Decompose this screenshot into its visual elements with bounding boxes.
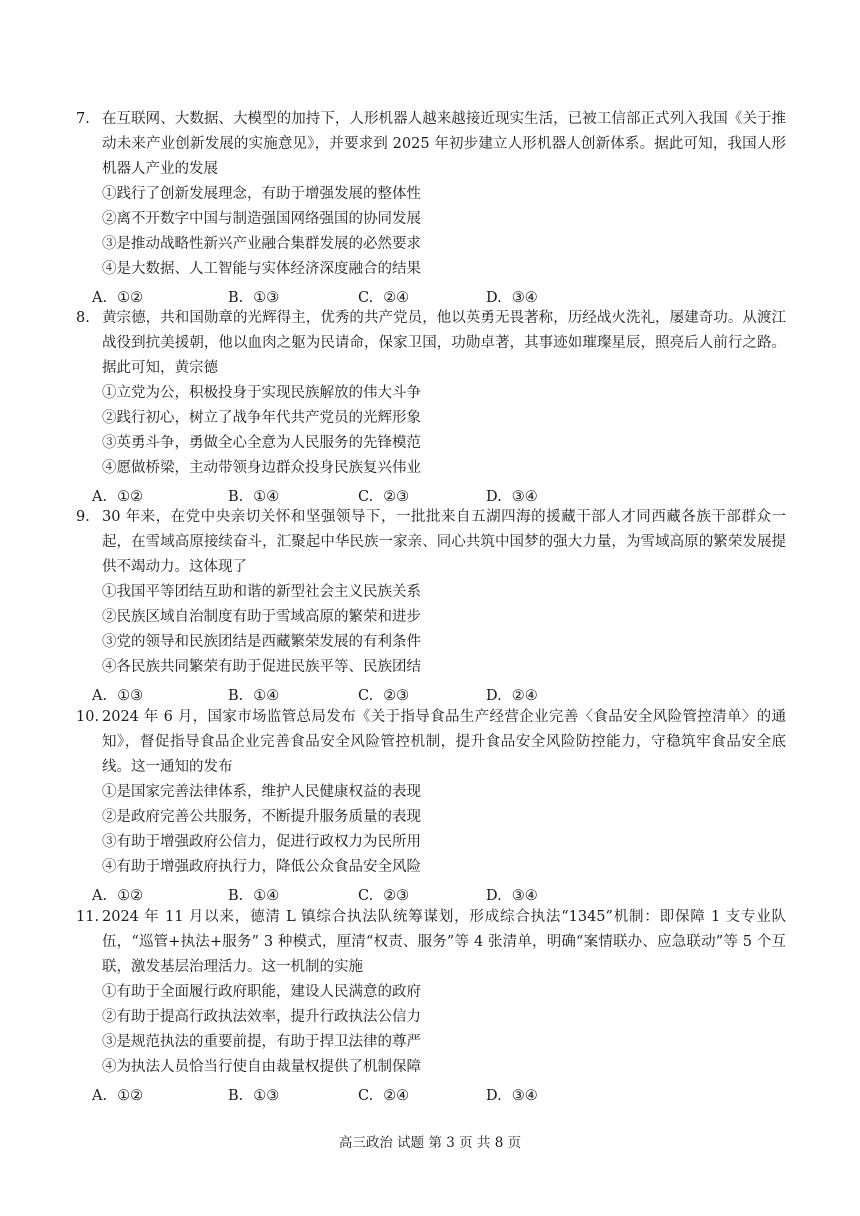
statement-list	[76, 381, 786, 481]
statement-item: ①践行了创新发展理念，有助于增强发展的整体性	[102, 186, 421, 202]
option-b: B. ①③	[228, 1088, 280, 1104]
statement-item: ②有助于提高行政执法效率，提升行政执法公信力	[102, 1009, 421, 1025]
statement-list	[76, 182, 786, 282]
statement-item: ④是大数据、人工智能与实体经济深度融合的结果	[102, 261, 421, 277]
statement-item: ③有助于增强政府公信力，促进行政权力为民所用	[102, 834, 421, 850]
statement-list	[76, 980, 786, 1080]
option-b: B. ①④	[228, 888, 280, 904]
question-text: 2024 年 11 月以来，德清 L 镇综合执法队统筹谋划，形成综合执法“1345”机制：即保障 1 支专业队伍，“巡管+执法+服务” 3 种模式，厘清“权责、服务”等 4 张清单，明确“案情联办、应急联动”等 5 个互联，激发基层治理活力。这一机制的实施	[102, 909, 786, 975]
question-text: 2024 年 6 月，国家市场监管总局发布《关于指导食品生产经营企业完善〈食品安全风险管控清单〉的通知》，督促指导食品企业完善食品安全风险管控机制，提升食品安全风险防控能力，守稳筑牢食品安全底线。这一通知的发布	[102, 709, 786, 775]
question-8	[76, 306, 786, 510]
question-number: 11.	[76, 909, 100, 925]
question-stem	[76, 306, 786, 381]
statement-item: ①有助于全面履行政府职能，建设人民满意的政府	[102, 984, 421, 1000]
question-7	[76, 107, 786, 311]
statement-item: ④各民族共同繁荣有助于促进民族平等、民族团结	[102, 659, 421, 675]
option-c: C. ②④	[358, 290, 410, 306]
statement-item: ②践行初心，树立了战争年代共产党员的光辉形象	[102, 410, 421, 426]
option-d: D. ③④	[486, 888, 538, 904]
option-c: C. ②④	[358, 1088, 410, 1104]
statement-item: ③是推动战略性新兴产业融合集群发展的必然要求	[102, 236, 421, 252]
option-a: A. ①②	[92, 1088, 144, 1104]
question-text: 30 年来，在党中央亲切关怀和坚强领导下，一批批来自五湖四海的援藏干部人才同西藏各族干部群众一起，在雪域高原接续奋斗，汇聚起中华民族一家亲、同心共筑中国梦的强大力量，为雪域高原的繁荣发展提供不竭动力。这体现了	[102, 509, 786, 575]
question-number: 10.	[76, 709, 100, 725]
question-number: 8.	[76, 310, 90, 326]
option-b: B. ①③	[228, 290, 280, 306]
question-text: 在互联网、大数据、大模型的加持下，人形机器人越来越接近现实生活，已被工信部正式列入我国《关于推动未来产业创新发展的实施意见》，并要求到 2025 年初步建立人形机器人创新体系。据此可知，我国人形机器人产业的发展	[102, 111, 786, 177]
page-footer: 高三政治 试题 第 3 页 共 8 页	[338, 1135, 522, 1151]
option-d: D. ③④	[486, 489, 538, 505]
statement-item: ①我国平等团结互助和谐的新型社会主义民族关系	[102, 584, 421, 600]
question-number: 9.	[76, 509, 90, 525]
question-10	[76, 705, 786, 909]
question-9	[76, 505, 786, 709]
statement-item: ②离不开数字中国与制造强国网络强国的协同发展	[102, 211, 421, 227]
question-stem	[76, 505, 786, 580]
option-b: B. ①④	[228, 688, 280, 704]
question-stem	[76, 705, 786, 780]
option-c: C. ②③	[358, 489, 410, 505]
statement-item: ④有助于增强政府执行力，降低公众食品安全风险	[102, 859, 421, 875]
question-number: 7.	[76, 111, 90, 127]
statement-item: ①是国家完善法律体系，维护人民健康权益的表现	[102, 784, 421, 800]
statement-item: ④为执法人员恰当行使自由裁量权提供了机制保障	[102, 1059, 421, 1075]
option-a: A. ①②	[92, 290, 144, 306]
option-c: C. ②③	[358, 688, 410, 704]
statement-item: ④愿做桥梁，主动带领身边群众投身民族复兴伟业	[102, 460, 421, 476]
statement-list	[76, 780, 786, 880]
statement-item: ③英勇斗争，勇做全心全意为人民服务的先锋模范	[102, 435, 421, 451]
question-11	[76, 905, 786, 1109]
option-d: D. ②④	[486, 688, 538, 704]
statement-item: ①立党为公，积极投身于实现民族解放的伟大斗争	[102, 385, 421, 401]
option-a: A. ①③	[92, 688, 144, 704]
statement-list	[76, 580, 786, 680]
option-d: D. ③④	[486, 1088, 538, 1104]
statement-item: ②民族区域自治制度有助于雪域高原的繁荣和进步	[102, 609, 421, 625]
answer-options	[76, 1083, 786, 1109]
option-a: A. ①②	[92, 888, 144, 904]
option-c: C. ②③	[358, 888, 410, 904]
statement-item: ②是政府完善公共服务，不断提升服务质量的表现	[102, 809, 421, 825]
question-text: 黄宗德，共和国勋章的光辉得主，优秀的共产党员，他以英勇无畏著称，历经战火洗礼，屡建奇功。从渡江战役到抗美援朝，他以血肉之躯为民请命，保家卫国，功勋卓著，其事迹如璀璨星辰，照亮后人前行之路。据此可知，黄宗德	[102, 310, 786, 376]
option-a: A. ①②	[92, 489, 144, 505]
statement-item: ③党的领导和民族团结是西藏繁荣发展的有利条件	[102, 634, 421, 650]
option-b: B. ①④	[228, 489, 280, 505]
statement-item: ③是规范执法的重要前提，有助于捍卫法律的尊严	[102, 1034, 421, 1050]
question-stem	[76, 905, 786, 980]
question-stem	[76, 107, 786, 182]
option-d: D. ③④	[486, 290, 538, 306]
